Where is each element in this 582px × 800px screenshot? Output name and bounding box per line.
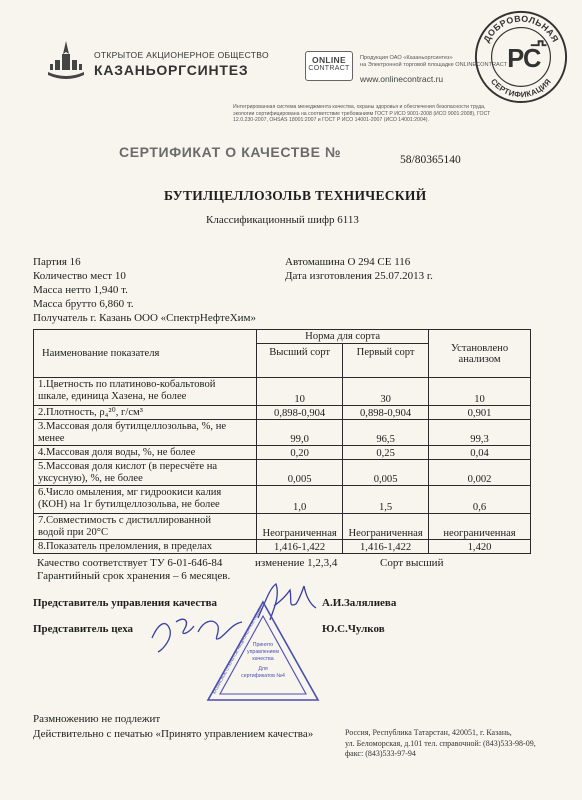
table-row xyxy=(34,420,531,446)
oc-text-line: Продукция ОАО «Казаньоргсинтез» xyxy=(360,55,453,61)
indicator-name-line: водой при 20°С xyxy=(38,527,109,538)
result-value: 0,002 xyxy=(429,460,531,486)
table-row xyxy=(34,540,531,554)
places-count: Количество мест 10 xyxy=(33,270,126,282)
top-grade-value: 1,416-1,422 xyxy=(257,540,343,554)
online-contract-badge xyxy=(305,51,353,81)
svg-text:СЕРТИФИКАЦИЯ: СЕРТИФИКАЦИЯ xyxy=(488,77,554,100)
svg-text:ДОБРОВОЛЬНАЯ: ДОБРОВОЛЬНАЯ xyxy=(481,13,561,45)
indicator-name xyxy=(34,486,257,514)
svg-text:ПринятоуправлениемкачестваДляс: Принято управлением качества Для сертификатов №4 xyxy=(241,642,285,679)
top-grade-value: 10 xyxy=(257,378,343,406)
top-grade-value: 0,898-0,904 xyxy=(257,406,343,420)
indicator-name xyxy=(34,378,257,406)
oc-badge-line1: ONLINE xyxy=(312,55,346,65)
table-row xyxy=(34,378,531,406)
indicator-name-line: 6.Число омыления, мг гидроокиси калия xyxy=(38,487,222,498)
quality-compliance: Качество соответствует ТУ 6-01-646-84 xyxy=(37,557,223,569)
first-grade-value: Неограниченная xyxy=(343,514,429,540)
result-value: 10 xyxy=(429,378,531,406)
certificate-title: СЕРТИФИКАТ О КАЧЕСТВЕ № xyxy=(119,144,342,160)
certification-seal-icon xyxy=(472,6,570,104)
indicator-name-line: 7.Совместимость с дистиллированной xyxy=(38,515,211,526)
valid-with-stamp-notice: Действительно с печатью «Принято управлением качества» xyxy=(33,728,314,740)
top-grade-value: 1,0 xyxy=(257,486,343,514)
header-indicator-name: Наименование показателя xyxy=(34,330,257,378)
iso-line: экологии сертифицирована на соответствие требованиям ГОСТ Р ИСО 9001-2008 (ИСО 9001:2008), ГОСТ xyxy=(233,110,491,117)
indicator-name xyxy=(34,540,257,554)
result-value: 99,3 xyxy=(429,420,531,446)
no-copy-notice: Размножению не подлежит xyxy=(33,713,161,725)
header-result-line: анализом xyxy=(458,353,501,365)
result-value: 0,04 xyxy=(429,446,531,460)
indicator-name-line: 5.Массовая доля кислот (в пересчёте на xyxy=(38,461,218,472)
iso-certification-text xyxy=(233,104,533,124)
company-type: ОТКРЫТОЕ АКЦИОНЕРНОЕ ОБЩЕСТВО xyxy=(94,50,269,60)
qc-representative-label: Представитель управления качества xyxy=(33,597,218,609)
indicator-name-line: 1.Цветность по платиново-кобальтовой xyxy=(38,379,216,390)
first-grade-value: 1,416-1,422 xyxy=(343,540,429,554)
indicator-name-line: 4.Массовая доля воды, %, не более xyxy=(38,447,196,458)
table-row xyxy=(34,406,531,420)
svg-text:Р: Р xyxy=(507,44,525,73)
iso-line: Интегрированная система менеджмента качества, охраны здоровья и обеспечения безопасности труда, xyxy=(233,104,486,110)
indicator-name-line: 2.Плотность, ρ₄²⁰, г/см³ xyxy=(38,407,143,418)
first-grade-value: 0,898-0,904 xyxy=(343,406,429,420)
product-name: БУТИЛЦЕЛЛОЗОЛЬВ ТЕХНИЧЕСКИЙ xyxy=(164,188,427,203)
indicator-name-line: 8.Показатель преломления, в пределах xyxy=(38,541,213,552)
indicator-name-line: уксусную), %, не более xyxy=(38,473,143,484)
table-row xyxy=(34,486,531,514)
gross-weight: Масса брутто 6,860 т. xyxy=(33,298,134,310)
indicator-name xyxy=(34,514,257,540)
first-grade-value: 96,5 xyxy=(343,420,429,446)
top-grade-value: 99,0 xyxy=(257,420,343,446)
warranty-text: Гарантийный срок хранения – 6 месяцев. xyxy=(37,570,231,582)
qc-representative-name: А.И.Залялиева xyxy=(322,597,397,609)
certificate-number: 58/80365140 xyxy=(400,154,461,166)
classification-code: Классификационный шифр 6113 xyxy=(206,214,359,226)
oc-text-line: на Электронной торговой площадке ONLINECONTRACT xyxy=(360,62,508,68)
top-grade-value: 0,005 xyxy=(257,460,343,486)
specification-table xyxy=(33,329,531,554)
result-value: неограниченная xyxy=(429,514,531,540)
batch-number: Партия 16 xyxy=(33,256,81,268)
result-value: 1,420 xyxy=(429,540,531,554)
result-value: 0,6 xyxy=(429,486,531,514)
result-value: 0,901 xyxy=(429,406,531,420)
svg-text:С: С xyxy=(522,44,542,73)
indicator-name xyxy=(34,406,257,420)
shop-representative-label: Представитель цеха xyxy=(33,623,134,635)
iso-line: 12.0.230-2007, OHSAS 18001:2007 и ГОСТ Р ИСО 14001-2007 (ИСО 14001:2004). xyxy=(233,117,429,124)
top-grade-value: Неограниченная xyxy=(257,514,343,540)
first-grade-value: 30 xyxy=(343,378,429,406)
header-first-grade: Первый сорт xyxy=(343,344,429,378)
header-norm: Норма для сорта xyxy=(257,330,429,344)
first-grade-value: 0,25 xyxy=(343,446,429,460)
indicator-name xyxy=(34,446,257,460)
indicator-name-line: шкале, единица Хазена, не более xyxy=(38,391,187,402)
table-row xyxy=(34,460,531,486)
company-logo-icon xyxy=(46,40,86,82)
indicator-name-line: менее xyxy=(38,433,65,444)
online-contract-url: www.onlinecontract.ru xyxy=(360,74,444,84)
oc-badge-line2: CONTRACT xyxy=(308,65,350,72)
manufacture-date: Дата изготовления 25.07.2013 г. xyxy=(285,270,433,282)
indicator-name-line: 3.Массовая доля бутилцеллозольва, %, не xyxy=(38,421,227,432)
top-grade-value: 0,20 xyxy=(257,446,343,460)
indicator-name-line: (КОН) на 1г бутилцеллозольва, не более xyxy=(38,499,220,510)
shop-representative-name: Ю.С.Чулков xyxy=(322,623,385,635)
table-row xyxy=(34,446,531,460)
address-line: ул. Беломорская, д.101 тел. справочной: (843)533-98-09, xyxy=(345,738,536,748)
recipient: Получатель г. Казань ООО «СпектрНефтеХим» xyxy=(33,312,256,324)
first-grade-value: 1,5 xyxy=(343,486,429,514)
header-top-grade: Высший сорт xyxy=(257,344,343,378)
vehicle-number: Автомашина О 294 СЕ 116 xyxy=(285,256,411,268)
company-address xyxy=(345,728,536,760)
changes-text: изменение 1,2,3,4 xyxy=(255,557,338,569)
address-line: Россия, Республика Татарстан, 420051, г. Казань, xyxy=(345,728,512,737)
net-weight: Масса нетто 1,940 т. xyxy=(33,284,128,296)
indicator-name xyxy=(34,460,257,486)
table-row xyxy=(34,514,531,540)
quality-stamp-icon xyxy=(206,600,320,702)
header-result xyxy=(429,330,531,378)
svg-text:КАЗАНСКОЕ ОТКРЫТОЕ АКЦИОНЕРНОЕ: КАЗАНСКОЕ ОТКРЫТОЕ АКЦИОНЕРНОЕ ОБЩЕС xyxy=(211,604,264,695)
grade-text: Сорт высший xyxy=(380,557,444,569)
indicator-name xyxy=(34,420,257,446)
company-name: КАЗАНЬОРГСИНТЕЗ xyxy=(94,62,249,78)
header-result-line: Установлено xyxy=(450,342,509,354)
address-line: факс: (843)533-97-94 xyxy=(345,749,416,758)
first-grade-value: 0,005 xyxy=(343,460,429,486)
